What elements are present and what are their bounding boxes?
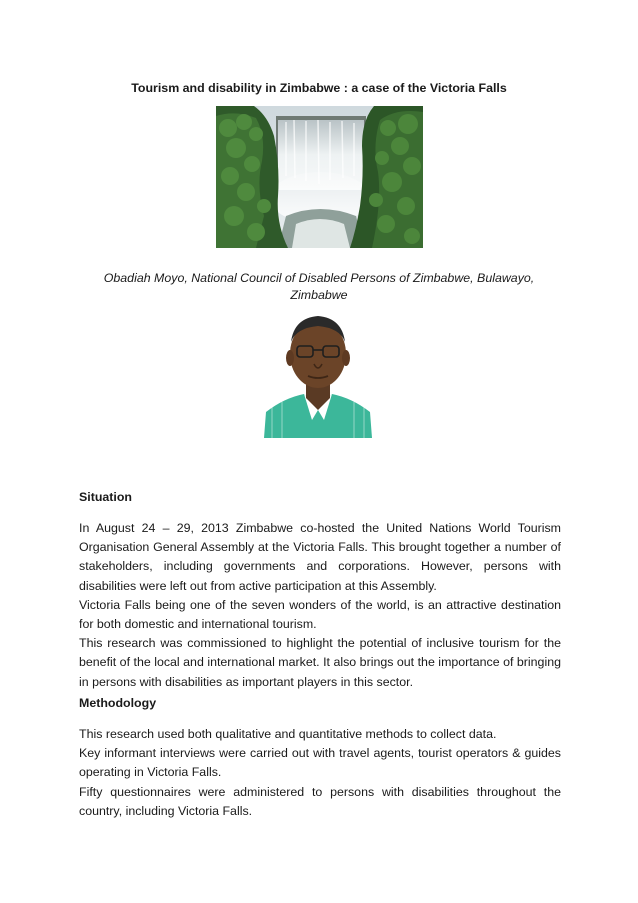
methodology-paragraph-2: Key informant interviews were carried out with travel agents, tourist operators & guides operating in Victoria Falls. — [79, 746, 561, 780]
victoria-falls-illustration — [216, 106, 423, 248]
methodology-paragraph-3: Fifty questionnaires were administered to persons with disabilities throughout the country, including Victoria Falls. — [79, 784, 561, 818]
author-portrait-illustration — [264, 302, 372, 438]
situation-paragraph-3: This research was commissioned to highlight the potential of inclusive tourism for the benefit of the local and international market. It also brings out the importance of bringing in persons with disabilities as important players in this sector. — [79, 636, 561, 689]
author-affiliation-line-2: Zimbabwe — [290, 288, 348, 302]
methodology-heading: Methodology — [79, 696, 157, 710]
document-title: Tourism and disability in Zimbabwe : a case of the Victoria Falls — [131, 81, 507, 95]
methodology-body — [79, 725, 561, 821]
situation-paragraph-1: In August 24 – 29, 2013 Zimbabwe co-hosted the United Nations World Tourism Organisation General Assembly at the Victoria Falls. This brought together a number of stakeholders, including governments and corporations. However, persons with disabilities were left out from active participation at this Assembly. — [79, 521, 561, 593]
situation-body — [79, 519, 561, 692]
situation-paragraph-2: Victoria Falls being one of the seven wonders of the world, is an attractive destination for both domestic and international tourism. — [79, 597, 561, 632]
situation-heading: Situation — [79, 490, 132, 504]
author-affiliation — [80, 270, 558, 304]
author-portrait — [264, 302, 372, 438]
author-affiliation-line-1: Obadiah Moyo, National Council of Disabled Persons of Zimbabwe, Bulawayo, — [103, 271, 535, 285]
victoria-falls-photo — [216, 106, 423, 248]
methodology-paragraph-1: This research used both qualitative and quantitative methods to collect data. — [79, 727, 497, 741]
